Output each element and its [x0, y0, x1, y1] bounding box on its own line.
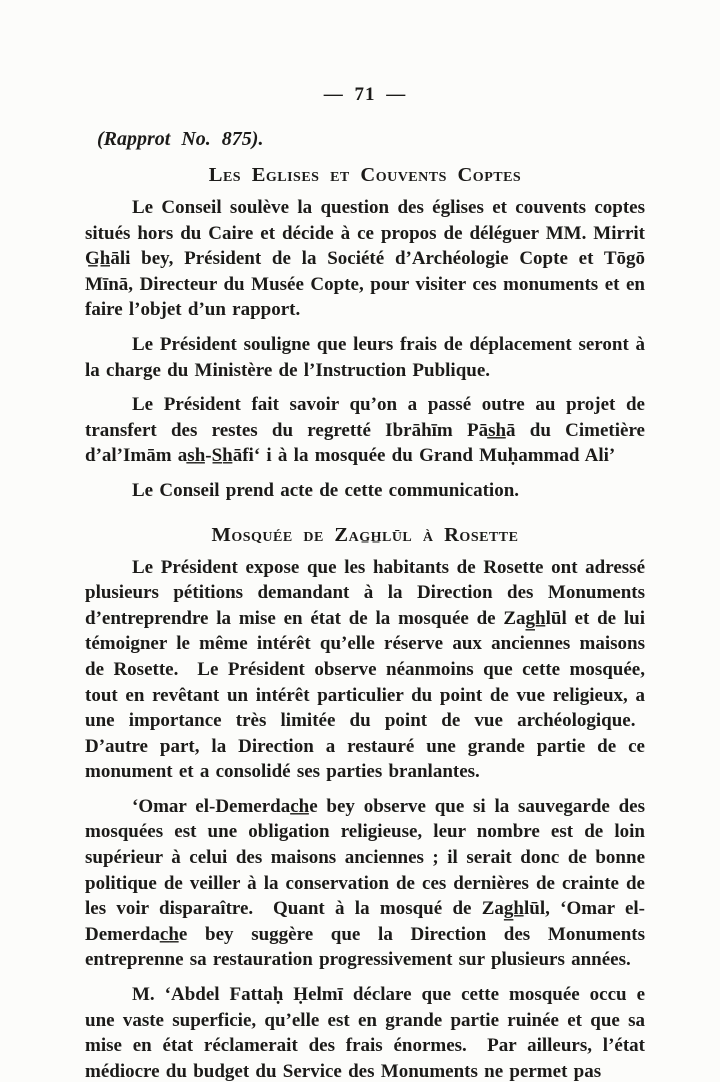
paragraph-president-fait-savoir-transfert: Le Président fait savoir qu’on a passé outre au projet de transfert des restes du regretté Ibrāhīm Pās̲h̲ā du Cimetière d’al’Imām as̲h̲-S̲h̲āfi‘ i à la mosquée du Grand Muḥammad Ali’	[85, 394, 645, 467]
paragraph-abdel-fattah-helmi-declare: M. ‘Abdel Fattaḥ Ḥelmī déclare que cette mosquée occu e une vaste superficie, qu’elle est en grande partie ruinée et que sa mise en état réclamerait des frais énormes. Par ailleurs, l’état médiocre du budget du Service des Monuments ne permet pas	[85, 984, 645, 1082]
section-eglises-couvents-coptes	[85, 164, 645, 504]
report-reference: (Rapprot No. 875).	[97, 128, 264, 150]
section-heading-eglises-couvents-coptes: Les Eglises et Couvents Coptes	[208, 164, 522, 186]
section-mosquee-zaghlul-rosette	[85, 524, 645, 1082]
paragraph-conseil-souleve-question: Le Conseil soulève la question des églises et couvents coptes situés hors du Caire et décide à ce propos de déléguer MM. Mirrit G̲h̲āli bey, Président de la Société d’Archéologie Copte et Tōgō Mīnā, Directeur du Musée Copte, pour visiter ces monuments et en faire l’objet d’un rapport.	[85, 197, 645, 321]
section-heading-mosquee-zaghlul-rosette: Mosquée de Zag̲h̲lūl à Rosette	[211, 523, 519, 546]
page-number: — 71 —	[323, 84, 407, 105]
paragraph-president-expose-habitants-rosette: Le Président expose que les habitants de Rosette ont adressé plusieurs pétitions demandant à la Direction des Monuments d’entreprendre la mise en état de la mosquée de Zag̲h̲lūl et de lui témoigner le même intérêt qu’elle réserve aux anciennes maisons de Rosette. Le Président observe néanmoins que cette mosquée, tout en revêtant un intérêt particulier du point de vue religieux, a une importance très limitée du point de vue archéologique. D’autre part, la Direction a restauré une grande partie de ce monument et a consolidé ses parties branlantes.	[85, 556, 645, 783]
paragraph-president-souligne-frais: Le Président souligne que leurs frais de déplacement seront à la charge du Ministère de l’Instruction Publique.	[85, 333, 645, 381]
paragraph-omar-demerdache-observe: ‘Omar el-Demerdac̲h̲e bey observe que si la sauvegarde des mosquées est une obligation religieuse, leur nombre est de loin supérieur à celui des maisons anciennes ; il serait donc de bonne politique de veiller à la conservation de ces dernières de crainte de les voir disparaître. Quant à la mosqué de Zag̲h̲lūl, ‘Omar el-Demerdac̲h̲e bey suggère que la Direction des Monuments entreprenne sa restauration progressivement sur plusieurs années.	[85, 795, 645, 971]
paragraph-conseil-prend-acte: Le Conseil prend acte de cette communication.	[132, 479, 520, 501]
